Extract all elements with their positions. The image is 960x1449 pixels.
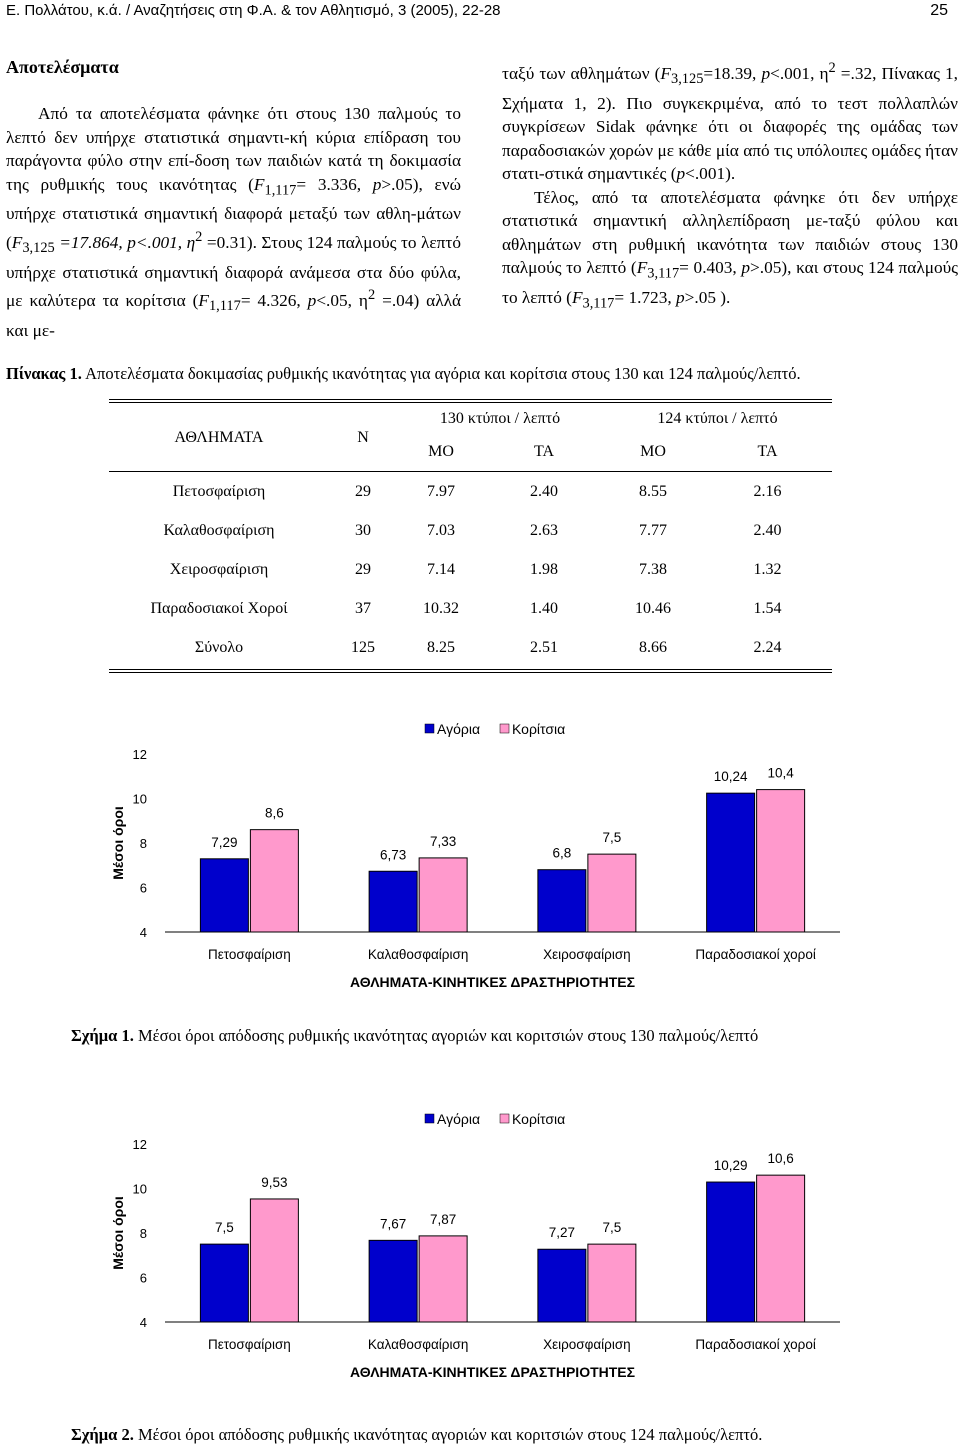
bar-girls (250, 1199, 298, 1322)
left-column (6, 102, 461, 342)
legend-swatch-girls (500, 1114, 509, 1123)
table-row (109, 511, 832, 550)
x-tick-label: Πετοσφαίριση (207, 947, 291, 962)
legend-label-boys: Αγόρια (437, 1111, 481, 1127)
cell-mo130: 7.03 (427, 521, 455, 539)
cell-mo130: 7.97 (427, 482, 455, 500)
cell-ta130: 2.40 (530, 482, 558, 500)
bar-girls (757, 1175, 805, 1322)
text-run: Από τα αποτελέσματα φάνηκε ότι στους 130 παλμούς το λεπτό δεν υπήρχε στατιστικά σημαντι-κή κύρια επίδραση του παράγοντα φύλο στην επί-δοση των παιδιών κατά τη δοκιμασία της ρυθμικής τους ικανότητας ( (6, 104, 461, 194)
data-label-girls: 8,6 (264, 805, 284, 821)
y-tick-label: 8 (139, 836, 147, 851)
table-row-total (109, 628, 832, 667)
superscript: 2 (367, 287, 376, 304)
data-label-girls: 7,33 (429, 833, 457, 849)
data-label-boys: 10,29 (713, 1158, 748, 1174)
x-tick-label: Παραδοσιακοί χορoί (695, 1337, 816, 1352)
right-paragraph-2 (502, 186, 958, 316)
cell-sport: Πετοσφαίριση (172, 482, 266, 500)
figure-1-caption (71, 1026, 951, 1046)
data-label-boys: 6,8 (552, 845, 572, 861)
text-run: >.05), και στους 124 παλμούς το λεπτό ( (502, 258, 959, 308)
legend-swatch-girls (500, 724, 509, 733)
text-run: =18.39, (703, 63, 762, 83)
header-mo-124: ΜΟ (640, 442, 666, 460)
text-run: Τέλος, από τα αποτελέσματα φάνηκε ότι δεν υπήρχε στατιστικά σημαντική αλληλεπίδραση με-ταξύ φύλου και αθλημάτων στη ρυθμική ικανότητα των παιδιών στους 130 παλμούς το λεπτό ( (502, 187, 958, 278)
table-bottom-rule (109, 669, 832, 673)
right-paragraph-1 (502, 57, 958, 186)
legend (425, 721, 565, 737)
cell-sport: Σύνολο (194, 638, 244, 656)
y-tick-label: 10 (132, 1181, 147, 1197)
legend-label-girls: Κορίτσια (512, 1111, 566, 1127)
bar-boys (538, 1249, 586, 1322)
text-run: =.32, Πίνακας 1, Σχήματα 1, 2). Πιο συγκεκριμένα, από το τεστ πολλαπλών συγκρίσεων Sidak φάνηκε ότι οι διαφορές της ομάδας των παραδοσιακών χορών με κάθε μία από τις υπόλοιπες ομάδες ήταν στατι-στικά σημαντικές ( (502, 63, 958, 184)
bar-girls (419, 1236, 467, 1322)
df-subscript: 3,125 (670, 71, 704, 88)
bar-girls (757, 790, 805, 932)
cell-sport: Παραδοσιακοί Χοροί (150, 599, 288, 617)
x-tick-label: Παραδοσιακοί χορoί (695, 947, 816, 962)
bar-girls (419, 858, 467, 932)
cell-n: 29 (355, 560, 371, 578)
stat-symbol: p (127, 232, 136, 252)
stat-symbol: p (675, 288, 685, 308)
page-number: 25 (930, 2, 948, 19)
cell-n: 125 (351, 638, 375, 656)
x-tick-label: Χειροσφαίριση (543, 1337, 631, 1352)
table-row (109, 472, 832, 512)
cell-ta124: 2.40 (753, 521, 782, 539)
cell-ta130: 1.40 (530, 599, 558, 617)
stat-symbol: F (660, 63, 671, 83)
text-run: =0.31). Στους 124 παλμούς το λεπτό υπήρχε στατιστικά σημαντική διαφορά ανάμεσα στα δύο φύλα, με καλύτερα τα κορίτσια ( (6, 232, 461, 310)
table-caption-text: Αποτελέσματα δοκιμασίας ρυθμικής ικανότητας για αγόρια και κορίτσια στους 130 και 124 παλμούς/λεπτό. (81, 364, 801, 383)
bar-boys (538, 870, 586, 932)
df-subscript: 3,125 (22, 240, 55, 257)
bar-boys (707, 793, 755, 932)
legend (425, 1111, 565, 1127)
figure-1-caption-label: Σχήμα 1. (71, 1026, 134, 1045)
data-label-boys: 10,24 (713, 769, 748, 785)
cell-ta124: 2.24 (753, 638, 782, 656)
header-n: N (357, 429, 369, 446)
cell-ta124: 2.16 (753, 482, 782, 500)
text-run: =17.864, (54, 232, 128, 252)
text-run: >.05 ). (684, 288, 731, 308)
legend-label-girls: Κορίτσια (512, 721, 566, 737)
data-label-girls: 9,53 (261, 1174, 288, 1190)
stat-symbol: p (741, 258, 751, 278)
stat-symbol: F (11, 232, 23, 252)
x-tick-label: Χειροσφαίριση (543, 947, 631, 962)
data-label-boys: 7,27 (548, 1225, 576, 1241)
cell-ta124: 1.32 (753, 560, 782, 578)
stat-symbol: F (198, 290, 209, 310)
bar-boys (707, 1182, 755, 1322)
y-tick-label: 6 (139, 880, 147, 896)
text-run: <.001, η (135, 232, 196, 252)
text-run: = 0.403, (679, 258, 742, 278)
figure-2-caption-text: Μέσοι όροι απόδοσης ρυθμικής ικανότητας αγοριών και κοριτσιών στους 124 παλμούς/λεπτό. (133, 1425, 763, 1444)
data-label-boys: 7,67 (379, 1216, 407, 1232)
cell-mo124: 7.77 (639, 521, 667, 539)
figure-2-caption (71, 1425, 951, 1445)
results-table-wrapper (109, 399, 832, 673)
table-top-rule (109, 399, 832, 403)
table-caption (6, 364, 956, 384)
y-tick-label: 4 (139, 925, 147, 940)
cell-n: 29 (355, 482, 371, 500)
df-subscript: 3,117 (647, 265, 680, 282)
header-124: 124 κτύποι / λεπτό (657, 409, 778, 427)
data-label-girls: 7,5 (602, 830, 622, 846)
legend-swatch-boys (425, 724, 434, 733)
cell-sport: Καλαθοσφαίριση (163, 521, 275, 539)
stat-symbol: F (571, 288, 583, 308)
df-subscript: 3,117 (582, 295, 615, 312)
cell-ta130: 2.51 (530, 638, 558, 656)
stat-symbol: F (253, 174, 265, 194)
x-tick-label: Καλαθοσφαίριση (367, 1337, 469, 1352)
y-tick-label: 4 (139, 1315, 147, 1330)
figure-1-chart (95, 712, 845, 997)
left-paragraph-1 (6, 102, 461, 342)
text-run: >.05), ενώ υπήρχε στατιστικά σημαντική διαφορά μεταξύ των αθλη-μάτων ( (6, 174, 461, 252)
cell-mo124: 10.46 (635, 599, 671, 617)
running-head: Ε. Πολλάτου, κ.ά. / Αναζητήσεις στη Φ.Α. & τον Αθλητισμό, 3 (2005), 22-28 (6, 2, 501, 19)
cell-mo130: 10.32 (423, 599, 459, 617)
legend-swatch-boys (425, 1114, 434, 1123)
text-run: ταξύ των αθλημάτων ( (502, 63, 661, 83)
data-label-girls: 10,4 (767, 765, 794, 781)
table-caption-label: Πίνακας 1. (6, 364, 82, 383)
bar-girls (588, 854, 636, 932)
cell-sport: Χειροσφαίριση (169, 560, 269, 578)
figure-2-caption-label: Σχήμα 2. (71, 1425, 134, 1444)
header-130: 130 κτύποι / λεπτό (439, 409, 561, 427)
superscript: 2 (828, 60, 836, 76)
figure-2-chart (95, 1102, 845, 1387)
text-run: <.001, η (770, 63, 829, 83)
stat-symbol: p (761, 63, 771, 83)
y-tick-label: 6 (139, 1270, 147, 1286)
y-axis-title: Μέσοι όροι (110, 806, 126, 880)
header-ta-130: ΤΑ (533, 442, 555, 460)
bar-boys (369, 871, 417, 932)
y-axis-title: Μέσοι όροι (110, 1196, 126, 1270)
bar-girls (588, 1244, 636, 1322)
data-label-girls: 7,5 (602, 1220, 622, 1236)
cell-n: 37 (355, 599, 371, 617)
text-run: = 1.723, (614, 288, 676, 308)
data-label-boys: 7,5 (214, 1220, 234, 1236)
y-tick-label: 10 (132, 791, 147, 807)
header-ta-124: ΤΑ (757, 442, 778, 460)
data-label-girls: 10,6 (767, 1151, 794, 1167)
table-row (109, 589, 832, 628)
text-run: <.05, η (316, 290, 368, 310)
text-run: <.001). (685, 164, 736, 184)
data-label-girls: 7,87 (429, 1211, 457, 1227)
y-tick-label: 8 (139, 1226, 147, 1241)
table-header-row (109, 405, 832, 432)
header-sport: ΑΘΛΗΜΑΤΑ (174, 429, 264, 446)
stat-symbol: p (676, 164, 686, 184)
cell-ta124: 1.54 (753, 599, 782, 617)
header-mo-130: ΜΟ (428, 442, 454, 460)
figure-1-caption-text: Μέσοι όροι απόδοσης ρυθμικής ικανότητας αγοριών και κοριτσιών στους 130 παλμούς/λεπτό (133, 1026, 759, 1045)
y-tick-label: 12 (132, 747, 147, 762)
stat-symbol: p (372, 174, 382, 194)
right-column (502, 57, 958, 316)
cell-mo124: 8.55 (639, 482, 667, 500)
x-tick-label: Καλαθοσφαίριση (367, 947, 469, 962)
section-title: Αποτελέσματα (6, 57, 119, 77)
bar-boys (200, 1244, 248, 1322)
text-run: = 3.336, (296, 174, 373, 194)
df-subscript: 1,117 (264, 181, 297, 198)
bar-boys (369, 1240, 417, 1322)
cell-n: 30 (355, 521, 371, 539)
stat-symbol: p (307, 290, 317, 310)
data-label-boys: 6,73 (379, 847, 407, 863)
text-run: = 4.326, (240, 290, 308, 310)
bar-boys (200, 859, 248, 932)
df-subscript: 1,117 (208, 298, 241, 315)
cell-ta130: 1.98 (530, 560, 558, 578)
results-table (109, 405, 832, 667)
cell-mo124: 8.66 (639, 638, 667, 656)
x-tick-label: Πετοσφαίριση (207, 1337, 291, 1352)
cell-mo130: 7.14 (427, 560, 455, 578)
legend-label-boys: Αγόρια (437, 721, 481, 737)
cell-mo130: 8.25 (427, 638, 455, 656)
data-label-boys: 7,29 (211, 834, 238, 850)
bar-girls (250, 830, 298, 932)
x-axis-title: ΑΘΛΗΜΑΤΑ-ΚΙΝΗΤΙΚΕΣ ΔΡΑΣΤΗΡΙΟΤΗΤΕΣ (349, 974, 636, 990)
superscript: 2 (195, 228, 203, 245)
y-tick-label: 12 (132, 1137, 147, 1152)
table-row (109, 550, 832, 589)
cell-ta130: 2.63 (530, 521, 558, 539)
stat-symbol: F (636, 258, 648, 278)
x-axis-title: ΑΘΛΗΜΑΤΑ-ΚΙΝΗΤΙΚΕΣ ΔΡΑΣΤΗΡΙΟΤΗΤΕΣ (349, 1364, 636, 1380)
cell-mo124: 7.38 (639, 560, 667, 578)
text-run: =.04) αλλά και με- (6, 290, 462, 340)
